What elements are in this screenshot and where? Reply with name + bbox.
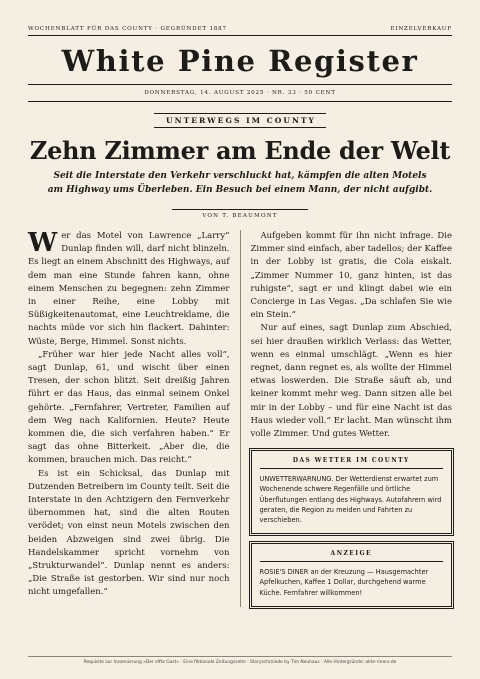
price-label: EINZELVERKAUF bbox=[390, 26, 452, 32]
paragraph-1-text: er das Motel von Lawrence „Larry“ Dunlap finden will, darf nicht blinzeln. Es liegt an einem Abschnitt des Highways, auf dem man eine Stunde fahren kann, ohne einem Menschen zu begegnen: zehn Zimmer in einer Reihe, eine Lobby mit Süßigkeitenautomat, eine Leuchtreklame, die nachts müde vor sich hin flackert. Dahinter: Wüste, Berge, Himmel. Sonst nichts. bbox=[28, 231, 230, 347]
section-kicker: UNTERWEGS IM COUNTY bbox=[154, 113, 326, 128]
ad-box-title: ANZEIGE bbox=[260, 550, 444, 562]
paragraph-1 bbox=[28, 230, 230, 349]
paragraph-2: „Früher war hier jede Nacht alles voll“, sagt Dunlap, 61, und wischt über einen Tresen, der schon blitzt. Seit dreißig Jahren führt er das Haus, das einmal seinem Onkel gehörte. „Fernfahrer, Vertreter, Familien auf dem Weg nach Kalifornien. Heute? Heute kommen die, die sich verfahren haben.“ Er sagt das ohne Bitterkeit. „Aber die, die kommen, brauchen mich. Das reicht.“ bbox=[28, 349, 230, 466]
paragraph-4: Aufgeben kommt für ihn nicht infrage. Die Zimmer sind einfach, aber tadellos; der Kaffee in der Lobby ist gratis, die Cola eiskalt. „Zimmer Nummer 10, ganz hinten, ist das ruhigste“, sagt er und klingt dabei wie ein Concierge in Las Vegas. „Da schlafen Sie wie ein Stein.“ bbox=[250, 231, 452, 321]
right-column bbox=[240, 230, 453, 607]
byline-wrap bbox=[28, 202, 452, 221]
left-column bbox=[28, 230, 240, 607]
ad-box-body: ROSIE'S DINER an der Kreuzung — Hausgemachter Apfelkuchen, Kaffee 1 Dollar, durchgehend warme Küche. Fernfahrer willkommen! bbox=[259, 568, 429, 597]
article-deck: Seit die Interstate den Verkehr verschluckt hat, kämpfen die alten Motels am Highway ums Überleben. Ein Besuch bei einem Mann, der nicht aufgibt. bbox=[47, 171, 433, 195]
dateline: DONNERSTAG, 14. AUGUST 2025 · NR. 33 · 50 CENT bbox=[28, 85, 452, 102]
weather-box bbox=[251, 450, 453, 534]
paragraph-3: Es ist ein Schicksal, das Dunlap mit Dutzenden Betreibern im County teilt. Seit die Interstate in den Achtzigern den Fernverkehr übernommen hat, sind die alten Routen verödet; von einst neun Motels zwischen den beiden Abzweigen sind zwei übrig. Die Handelskammer spricht vornehm von „Strukturwandel“. Dunlap nennt es anders: „Die Straße ist gestorben. Wir sind nur noch nicht umgefallen.“ bbox=[28, 468, 230, 598]
weather-box-body: UNWETTERWARNUNG. Der Wetterdienst erwartet zum Wochenende schwere Regenfälle und örtliche Überflutungen entlang des Highways. Autofahrern wird geraten, die Region zu meiden und Fahrten zu verschieben. bbox=[259, 475, 442, 525]
masthead-title: White Pine Register bbox=[61, 44, 419, 78]
kicker-wrap bbox=[28, 108, 452, 128]
ad-box bbox=[251, 543, 453, 607]
page-footer: Requisite zur Inszenierung »Der elfte Gast« · Eine fiktionale Zeitungsseite · Storyschmiede by Tim Neuhaus · Alle Hintergründe: akte-rinero.de bbox=[28, 656, 452, 665]
publication-tagline: WOCHENBLATT FÜR DAS COUNTY · GEGRÜNDET 1887 bbox=[28, 26, 227, 32]
drop-cap: W bbox=[28, 228, 58, 258]
weather-box-title: DAS WETTER IM COUNTY bbox=[260, 457, 444, 469]
top-bar bbox=[28, 0, 452, 36]
article-headline: Zehn Zimmer am Ende der Welt bbox=[29, 136, 451, 165]
article-columns bbox=[28, 230, 452, 607]
article-byline: VON T. BEAUMONT bbox=[172, 209, 308, 219]
paragraph-5: Nur auf eines, sagt Dunlap zum Abschied, sei hier draußen wirklich Verlass: das Wetter, wenn es einmal umschlägt. „Wenn es hier regnet, dann regnet es, als wollte der Himmel etwas loswerden. Die Straße säuft ab, und keiner kommt mehr weg. Dann sitzen alle bei mir in der Lobby – und für eine Nacht ist das Haus wieder voll.“ Er lacht. Man wünscht ihm volle Zimmer. Und gutes Wetter. bbox=[250, 323, 452, 440]
